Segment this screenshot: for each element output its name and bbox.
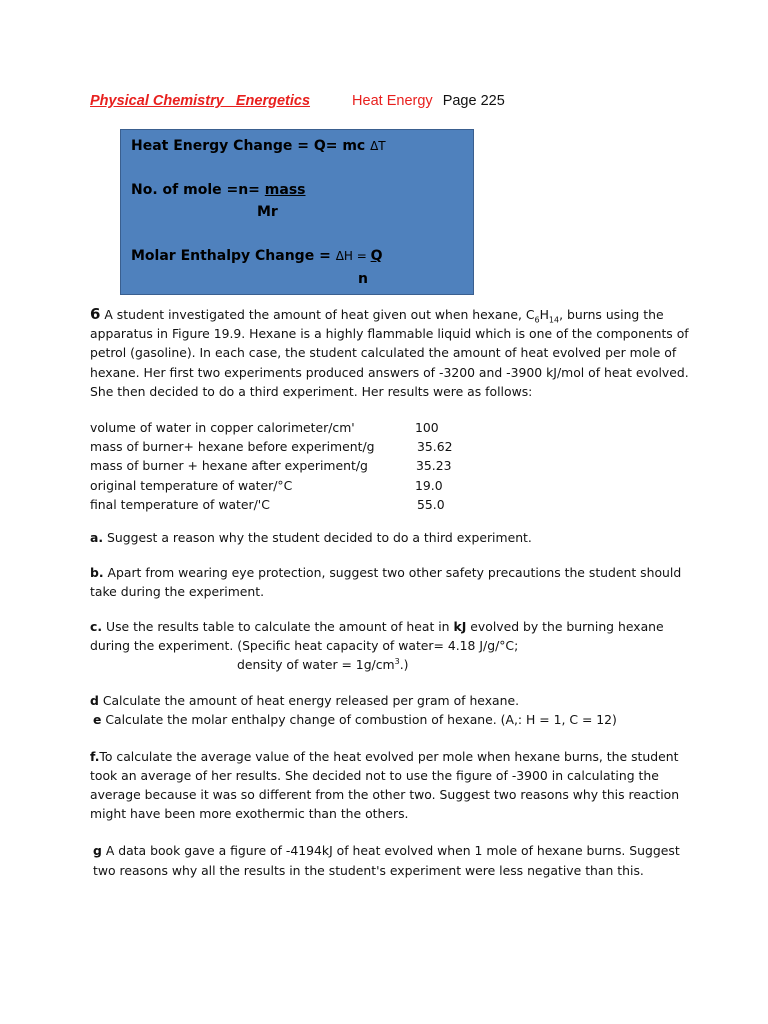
part-e: e Calculate the molar enthalpy change of combustion of hexane. (A,: H = 1, C = 12) [93,712,617,728]
part-c-density: density of water = $1g/cm^3$.) [237,656,409,672]
page-header [90,93,505,109]
mole-numerator: mass [264,182,306,198]
heat-energy-formula: Heat Energy Change = Q= mc ΔT [131,138,386,154]
part-g: g A data book gave a figure of -4194kJ of heat evolved when 1 mole of hexane burns. Suggest two reasons why all the results in the student's experiment were less negative than this. [93,843,680,878]
question-number: 6 [90,305,101,323]
table-row: original temperature of water/°C 19.0 [90,477,443,493]
mole-formula: No. of mole =n= mass [131,182,306,198]
part-f: f.To calculate the average value of the heat evolved per mole when hexane burns, the student took an average of her results. She decided not to use the figure of -3900 in calculating the average because it was so different from the other two. Suggest two reasons why this reaction might have been more exothermic than the others. [90,748,680,822]
header-page-number: Page 225 [442,93,505,109]
part-b: b. Apart from wearing eye protection, suggest two other safety precautions the student should take during the experiment. [90,565,682,600]
question-content [90,305,690,880]
table-row: final temperature of water/'C 55.0 [90,496,445,512]
table-row: mass of burner+ hexane before experiment/g 35.62 [90,439,453,455]
table-row: volume of water in copper calorimeter/cm' 100 [90,420,439,436]
mole-denominator: Mr [257,204,278,220]
formula-box [120,129,474,295]
table-row: mass of burner + hexane after experiment/g 35.23 [90,458,452,474]
enthalpy-denominator: n [358,271,368,287]
part-c: c. Use the results table to calculate the amount of heat in kJ evolved by the burning hexane during the experiment. (Specific heat capacity of water= 4.18 J/g/°C; [90,618,664,653]
enthalpy-numerator: Q [370,248,383,264]
results-table [90,418,690,514]
question-intro: 6 A student investigated the amount of heat given out when hexane, $C_6H_{14}$, burns using the apparatus in Figure 19.9. Hexane is a highly flammable liquid which is one of the components of petrol (gasoline). In each case, the student calculated the amount of heat evolved per mole of hexane. Her first two experiments produced answers of -3200 and -3900 kJ/mol of heat evolved. She then decided to do a third experiment. Her results were as follows: [90,305,689,399]
part-d: d Calculate the amount of heat energy released per gram of hexane. [90,693,520,709]
part-a: a. Suggest a reason why the student decided to do a third experiment. [90,529,532,545]
header-subject: Physical Chemistry Energetics [90,93,311,109]
header-topic: Heat Energy [352,93,433,109]
molar-enthalpy-formula: Molar Enthalpy Change = ΔH = Q [131,248,383,264]
